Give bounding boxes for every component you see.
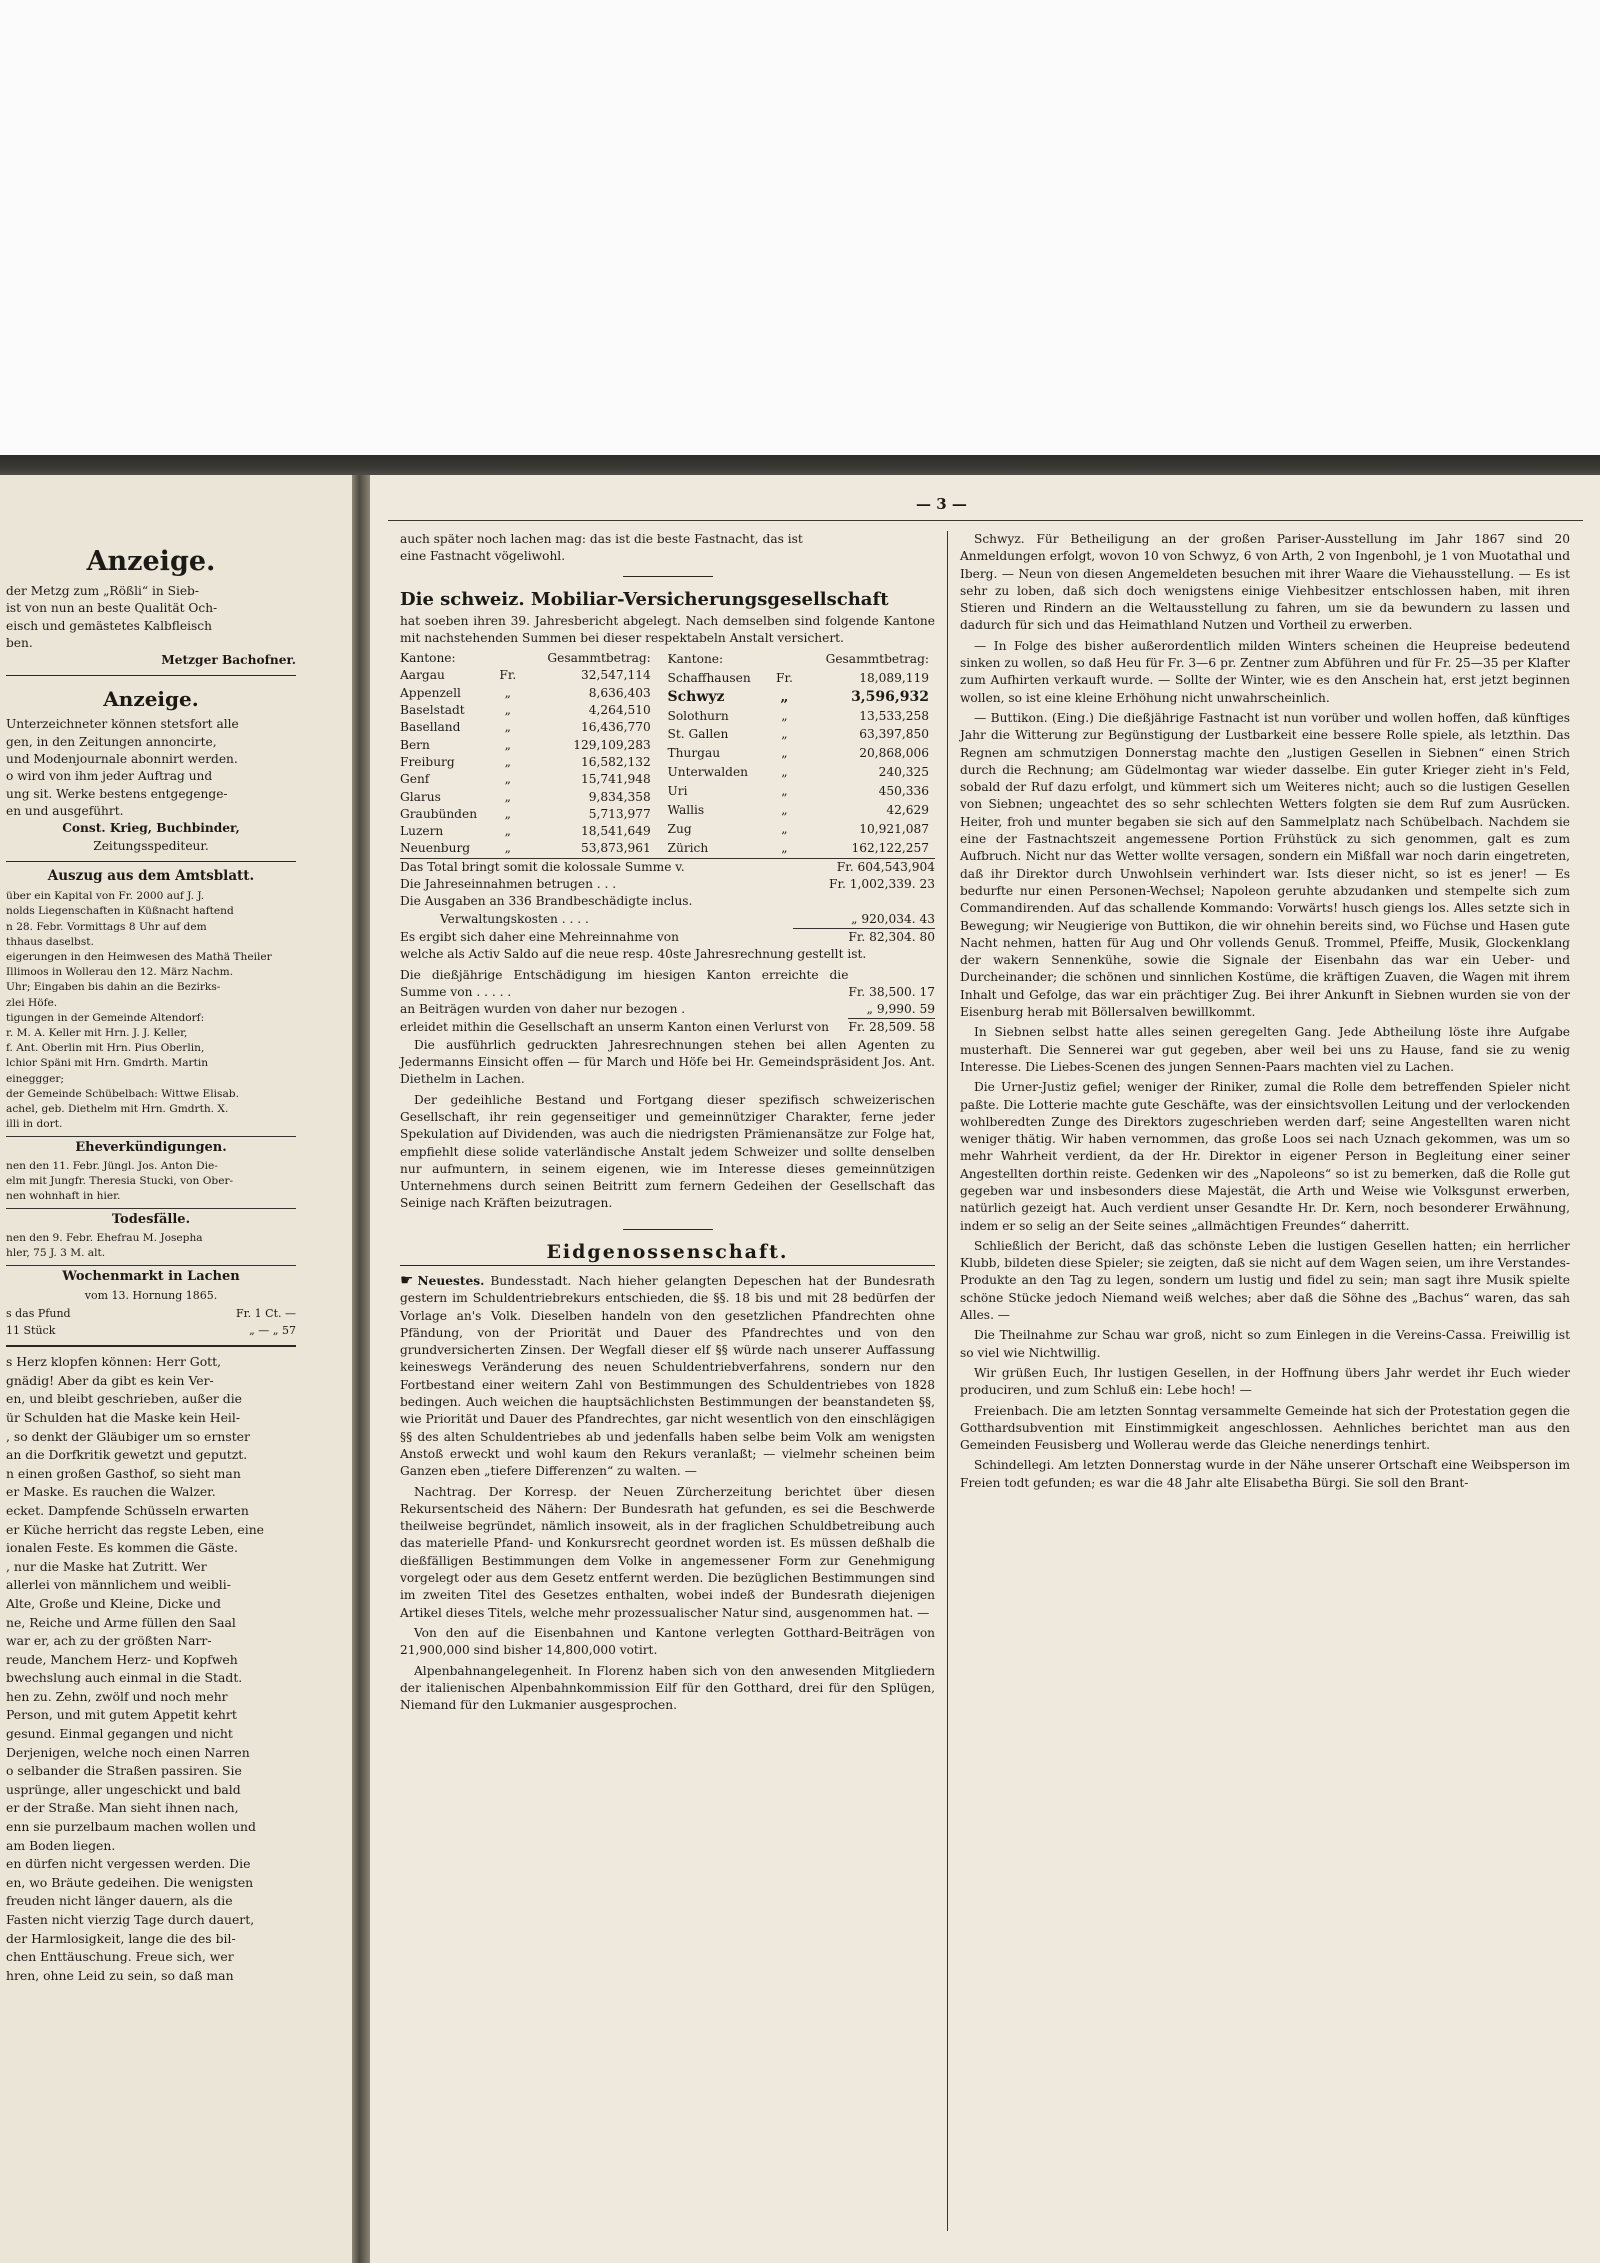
page-number: — 3 — — [916, 495, 967, 513]
insurance-intro: hat soeben ihren 39. Jahresbericht abgelegt. Nach demselben sind folgende Kantone mit nachstehenden Summen bei dieser respektabeln Anstalt versichert. — [400, 613, 935, 645]
sum-row — [400, 858, 935, 876]
amtsblatt-line: n 28. Febr. Vormittags 8 Uhr auf dem — [6, 920, 207, 933]
ehe-line: nen den 11. Febr. Jüngl. Jos. Anton Die- — [6, 1159, 218, 1172]
amtsblatt-line: Uhr; Eingaben bis dahin an die Bezirks- — [6, 981, 221, 994]
table-header-betrag: Gesammtbetrag: — [825, 651, 929, 666]
sum-row — [400, 893, 935, 910]
sum-amount: Fr. 1,002,339. 23 — [829, 877, 935, 892]
markt-row — [6, 1305, 296, 1322]
tod-body — [6, 1231, 296, 1261]
kanton-name: Zug — [667, 821, 692, 836]
kanton-name: Luzern — [400, 824, 444, 839]
sum-label: Die Jahreseinnahmen betrugen . . . — [400, 877, 617, 892]
ad2-body — [6, 716, 296, 820]
kanton-name: Zürich — [667, 840, 709, 855]
amtsblatt-line: Illimoos in Wollerau den 12. März Nachm. — [6, 966, 234, 979]
currency-mark: „ — [781, 783, 788, 798]
kanton-name: Wallis — [667, 802, 705, 817]
sum-row — [400, 911, 935, 929]
sum-label: Es ergibt sich daher eine Mehreinnahme von — [400, 929, 679, 944]
story-line: n einen großen Gasthof, so sieht man — [6, 1465, 241, 1481]
insurance-title: Die schweiz. Mobiliar-Versicherungsgesellschaft — [400, 588, 889, 610]
table-header-kanton: Kantone: — [400, 651, 456, 666]
story-line: Person, und mit gutem Appetit kehrt — [6, 1707, 237, 1723]
story-line: s Herz klopfen können: Herr Gott, — [6, 1354, 222, 1370]
divider — [6, 675, 296, 676]
column-2-paragraphs — [960, 531, 1570, 1492]
currency-mark: „ — [504, 806, 511, 821]
kanton-amount: 15,741,948 — [581, 772, 651, 787]
currency-mark: „ — [504, 772, 511, 787]
kanton-name: Aargau — [400, 668, 445, 683]
sum-amount: Fr. 604,543,904 — [836, 859, 935, 874]
divider — [623, 1229, 713, 1230]
table-row — [400, 702, 657, 719]
kanton-amount: 10,921,087 — [859, 821, 929, 836]
left-story-body — [6, 1353, 296, 1985]
kanton-name: Neuenburg — [400, 841, 471, 856]
ad-line: Unterzeichneter können stetsfort alle — [6, 717, 239, 732]
tod-line: hler, 75 J. 3 M. alt. — [6, 1246, 106, 1259]
kanton-amount: 63,397,850 — [859, 727, 929, 742]
sum-amount — [793, 893, 935, 910]
amtsblatt-line: lchior Späni mit Hrn. Gmdrth. Martin — [6, 1057, 209, 1070]
kanton-name: Freiburg — [400, 754, 455, 769]
currency-mark: „ — [781, 746, 788, 761]
column-2-paragraph: Die Urner-Justiz gefiel; weniger der Riniker, zumal die Rolle dem betreffenden Spieler nicht paßte. Die Lotterie machte gute Geschäfte, was der einsichtsvollen Leitung und der verlockenden wohlberedten Zunge des Direktors zugeschrieben werden darf; seine Angestellten waren nicht weniger thätig. Wir haben vernommen, das große Loos sei nach Uznach gekommen, was um so mehr Wahrheit verdient, da der Hr. Direktor in eigener Person in Begleitung einer seiner Angestellten dorthin reiste. Gedenken wir des „Napoleons“ so ist zu bemerken, daß die Rolle gut gegeben war und insbesonders diese Majestät, die Arth und Weise wie Volksgunst erwerben, natürlich gezeigt hat. Auch verdient unser Gesandte Hr. Dr. Kern, noch besonderer Erwähnung, indem er so selig an der Seite seines „allmächtigen Freundes“ daherritt. — [960, 1080, 1570, 1233]
column-2-paragraph: Schindellegi. Am letzten Donnerstag wurde in der Nähe unserer Ortschaft eine Weibsperson im Freien todt gefunden; es war die 48 Jahr alte Elisabetha Bürgi. Sie soll den Brant- — [960, 1458, 1570, 1490]
story-line: usprünge, aller ungeschickt und bald — [6, 1781, 241, 1797]
story-line: er Küche herricht das regste Leben, eine — [6, 1521, 265, 1537]
table-row — [400, 737, 657, 754]
kanton-amount: 42,629 — [886, 802, 929, 817]
currency-mark: „ — [504, 703, 511, 718]
sum-row — [400, 928, 935, 946]
sum-label: Verwaltungskosten . . . . — [440, 911, 589, 926]
story-line: hren, ohne Leid zu sein, so daß man — [6, 1967, 234, 1983]
kanton-amount: 8,636,403 — [588, 685, 651, 700]
kanton-name: St. Gallen — [667, 727, 729, 742]
insurance-paragraphs — [400, 1037, 935, 1213]
tod-line: nen den 9. Febr. Ehefrau M. Josepha — [6, 1231, 203, 1244]
kanton-name: Thurgau — [667, 746, 721, 761]
kanton-name: Baselstadt — [400, 703, 465, 718]
story-line: gesund. Einmal gegangen und nicht — [6, 1726, 233, 1742]
insurance-paragraph: Der gedeihliche Bestand und Fortgang dieser spezifisch schweizerischen Gesellschaft, ihr rein gegenseitiger und gemeinnütziger Charakter, ferne jeder Spekulation auf Dividenden, was auch die niedrigsten Prämienansätze zur Folge hat, empfiehlt diese solide vaterländische Anstalt jedem Schweizer und sollte denselben nur aufmuntern, in seinem eigenen, wie im Interesse dieses gemeinnützigen Unternehmens durch seinen Beitritt zum fernern Gedeihen der Gesellschaft das Seinige nach Kräften beizutragen. — [400, 1092, 935, 1211]
eidg-paragraphs — [400, 1272, 935, 1714]
markt-title: Wochenmarkt in Lachen — [6, 1265, 296, 1285]
verlust-label: erleidet mithin die Gesellschaft an unserm Kanton einen Verlurst von — [400, 1020, 830, 1035]
markt-row — [6, 1322, 296, 1339]
kanton-name: Solothurn — [667, 708, 729, 723]
currency-mark: Fr. — [499, 668, 517, 683]
ad-line: ist von nun an beste Qualität Och- — [6, 601, 218, 616]
story-line: ür Schulden hat die Maske kein Heil- — [6, 1409, 241, 1425]
currency-mark: „ — [781, 727, 788, 742]
story-line: Fasten nicht vierzig Tage durch dauert, — [6, 1912, 255, 1928]
story-line: Derjenigen, welche noch einen Narren — [6, 1744, 250, 1760]
insurance-table — [400, 650, 935, 858]
column-2-paragraph: — In Folge des bisher außerordentlich milden Winters scheinen die Heupreise bedeutend sinken zu wollen, so daß Heu für Fr. 3—6 pr. Zentner zum Abführen und für Fr. 25—35 per Klafter zum Aufhirten verkauft wurde. — Sollte der Winter, wie es den Anschein hat, erst jetzt beginnen wollen, so ist eine kleine Erhöhung nicht unwahrscheinlich. — [960, 638, 1570, 705]
kanton-name: Schaffhausen — [667, 670, 751, 685]
table-row — [400, 685, 657, 702]
entsch1-label: Die dießjährige Entschädigung im hiesigen Kanton erreichte die Summe von . . . . . — [400, 967, 849, 999]
eidg-paragraph-text: Bundesstadt. Nach hieher gelangten Depeschen hat der Bundesrath gestern im Schuldentriebrekurs entschieden, die §§. 18 bis und mit 28 bedürfen der Vorlage an's Volk. Dieselben handeln von den gesetzlichen Pfandrechten ohne Pfändung, von der Priorität und Dauer des Pfandrechtes und von den grundversicherten Zinsen. Der Wegfall dieser elf §§ würde nach unserer Auffassung keineswegs Veränderung des neuen Schuldentriebverfahrens, sondern nur den Fortbestand einer weitern Zahl von Bestimmungen des Schuldentriebes von 1828 bedingen. Auch weichen die hauptsächlichsten Bestimmungen der beanstandeten §§, wie Priorität und Dauer des Pfandrechtes, gar nicht wesentlich von den einschlägigen §§ des alten Schuldentriebes ab und jedenfalls haben selbe beim Volk am wenigsten Anstoß erweckt und wohl kaum den Rekurs veranlaßt; — vielmehr scheinen beim Ganzen eben „tiefere Differenzen“ zu walten. — — [400, 1273, 935, 1479]
ad-line: und Modenjournale abonnirt werden. — [6, 752, 238, 767]
amtsblatt-line: zlei Höfe. — [6, 996, 58, 1009]
amtsblatt-line: eigerungen in den Heimwesen des Mathä Theiler — [6, 950, 272, 963]
ad-line: ung sit. Werke bestens entgegenge- — [6, 786, 228, 801]
kanton-amount: 20,868,006 — [859, 746, 929, 761]
amtsblatt-line: illi in dort. — [6, 1118, 63, 1131]
amtsblatt-line: thhaus daselbst. — [6, 935, 94, 948]
markt-row2-right: „ — „ 57 — [249, 1323, 296, 1337]
eidg-title: Eidgenossenschaft. — [546, 1240, 789, 1263]
table-row — [400, 806, 657, 823]
story-line: , so denkt der Gläubiger um so ernster — [6, 1428, 250, 1444]
story-line: bwechslung auch einmal in die Stadt. — [6, 1670, 243, 1686]
right-page — [370, 475, 1600, 2263]
story-line: ecket. Dampfende Schüsseln erwarten — [6, 1502, 249, 1518]
table-row — [668, 782, 936, 801]
ad-line: en und ausgeführt. — [6, 803, 124, 818]
sum-row — [400, 876, 935, 893]
divider — [400, 1265, 935, 1266]
kanton-name: Graubünden — [400, 806, 478, 821]
currency-mark: „ — [781, 802, 788, 817]
kanton-name: Baselland — [400, 720, 461, 735]
amtsblatt-title: Auszug aus dem Amtsblatt. — [47, 867, 255, 884]
eidg-paragraph-text: Von den auf die Eisenbahnen und Kantone verlegten Gotthard-Beiträgen von 21,900,000 sind bisher 14,800,000 votirt. — [400, 1625, 935, 1658]
entsch2-label: an Beiträgen wurden von daher nur bezogen . — [400, 1002, 686, 1017]
ehe-title: Eheverkündigungen. — [6, 1136, 296, 1156]
insurance-sums — [400, 858, 935, 946]
column-2-paragraph: — Buttikon. (Eing.) Die dießjährige Fastnacht ist nun vorüber und wollen hoffen, daß künftiges Jahr die Witterung zur Begünstigung der Lustbarkeit eine bessere Rolle spiele, als letzthin. Das Regnen am schmutzigen Donnerstag machte den „lustigen Gesellen in Siebnen“ einen Strich durch die Rechnung; am Güdelmontag war wieder dasselbe. Ein guter Krieger zieht in's Feld, sobald der Ruf dazu erfolgt, und kümmert sich um Weiteres nicht; auch so die lustigen Gesellen von Siebnen; ungeachtet des so sehr schlechten Wetters folgten sie dem Ruf zum Ausrücken. Heiter, froh und munter begaben sie sich auf den Sammelplatz nach Schübelbach. Nachdem sie eine der Fastnachtszeit angemessene Portion Frühstück zu sich genommen, galt es zum Aufbruch. Nicht nur das Wetter wollte versagen, sondern ein Mißfall war noch darin eingetreten, daß ihr Direktor durch Unwohlsein verhindert war. Ists dieser nicht, so ist es jener! — Es bedurfte nur einen Personen-Wechsel; Napoleon geruhte abzudanken und stempelte sich zum Commandirenden. Auf das schallende Kommando: Vorwärts! husch giengs los. Alles setzte sich in Bewegung; wir Neugierige von Buttikon, die wir ohnehin bereits sind, wo Füchse und Hasen gute Nacht nehmen, hatten für Aug und Ohr vollends Genuß. Trommel, Pfeiffe, Musik, Glockenklang der wakern Sennenkühe, sowie die Signale der Eisenbahn das war ein Ueber- und Durcheinander; die schönen und sinnlichen Kostüme, die kräftigen Zuaven, die Wagen mit ihrem Inhalt und Gefolge, das war ein prächtiger Zug. Bei ihrer Ankunft in Siebnen wurden sie von der Eisenburg herab mit Böllersalven bewillkommt. — [960, 710, 1570, 1020]
intro-line: auch später noch lachen mag: das ist die beste Fastnacht, das ist — [400, 532, 803, 546]
amtsblatt-line: tigungen in der Gemeinde Altendorf: — [6, 1011, 205, 1024]
neuestes-label: Neuestes. — [417, 1273, 485, 1288]
ad-line: eisch und gemästetes Kalbfleisch — [6, 618, 212, 633]
table-row — [400, 789, 657, 806]
kanton-amount: 129,109,283 — [573, 737, 651, 752]
eidg-paragraph — [400, 1272, 935, 1481]
story-line: o selbander die Straßen passiren. Sie — [6, 1763, 242, 1779]
after-sum: welche als Activ Saldo auf die neue resp. 40ste Jahresrechnung gestellt ist. — [400, 947, 867, 962]
column-2-paragraph: Die Theilnahme zur Schau war groß, nicht so zum Einlegen in die Vereins-Cassa. Freiwillig ist so viel wie Nichtwillig. — [960, 1328, 1570, 1360]
table-row — [400, 840, 657, 857]
column-2-paragraph: Freienbach. Die am letzten Sonntag versammelte Gemeinde hat sich der Protestation gegen die Gotthardsubvention mit Einstimmigkeit angeschlossen. Aehnliches berichtet man aus den Gemeinden Feusisberg und Wollerau werde das Gleiche nenerdings tenhirt. — [960, 1403, 1570, 1453]
story-line: en, wo Bräute gedeihen. Die wenigsten — [6, 1874, 254, 1890]
markt-row2-left: 11 Stück — [6, 1323, 56, 1337]
amtsblatt-line: f. Ant. Oberlin mit Hrn. Pius Oberlin, — [6, 1042, 205, 1055]
insurance-paragraph: Die ausführlich gedruckten Jahresrechnungen stehen bei allen Agenten zu Jedermanns Einsicht offen — für March und Höfe bei Hr. Gemeindspräsident Jos. Ant. Diethelm in Lachen. — [400, 1037, 935, 1087]
insurance-table-right — [668, 650, 936, 858]
sum-amount: „ 920,034. 43 — [793, 911, 935, 929]
amtsblatt-line: der Gemeinde Schübelbach: Wittwe Elisab. — [6, 1087, 239, 1100]
currency-mark: „ — [504, 754, 511, 769]
kanton-amount: 450,336 — [878, 783, 929, 798]
ad-line: o wird von ihm jeder Auftrag und — [6, 769, 213, 784]
kanton-amount: 32,547,114 — [581, 668, 651, 683]
story-line: Alte, Große und Kleine, Dicke und — [6, 1595, 221, 1611]
tod-title: Todesfälle. — [6, 1208, 296, 1228]
kanton-amount: 13,533,258 — [859, 708, 929, 723]
column-separator — [947, 531, 948, 2231]
kanton-name: Genf — [400, 772, 430, 787]
kanton-name: Unterwalden — [667, 765, 749, 780]
story-line: enn sie purzelbaum machen wollen und — [6, 1819, 256, 1835]
markt-row1-right: Fr. 1 Ct. — — [235, 1306, 296, 1320]
page-gutter — [352, 475, 370, 2263]
table-row — [400, 823, 657, 840]
table-header-kanton: Kantone: — [667, 651, 724, 666]
ehe-line: elm mit Jungfr. Theresia Stucki, von Ober- — [6, 1174, 234, 1187]
table-row — [668, 801, 936, 820]
currency-mark: „ — [781, 708, 788, 723]
kanton-amount: 162,122,257 — [851, 840, 929, 855]
entsch1-amount: Fr. 38,500. 17 — [848, 984, 935, 999]
kanton-name: Uri — [667, 783, 688, 798]
story-line: ionalen Feste. Es kommen die Gäste. — [6, 1540, 238, 1556]
left-page — [0, 475, 352, 2263]
currency-mark: „ — [781, 840, 788, 855]
right-column-1 — [400, 531, 935, 1717]
header-rule — [388, 520, 1583, 521]
kanton-name: Glarus — [400, 789, 441, 804]
left-column — [6, 535, 296, 1985]
column-2-paragraph: In Siebnen selbst hatte alles seinen geregelten Gang. Jede Abtheilung löste ihre Aufgabe musterhaft. Die Sennerei war gut gegeben, aber weil bei uns zu Hause, fand sie zu wenig Interesse. Die Liebes-Scenen des jungen Sennen-Paars machten viel zu Lachen. — [960, 1025, 1570, 1074]
table-row — [400, 771, 657, 788]
currency-mark: „ — [504, 824, 511, 839]
ad-line: gen, in den Zeitungen annoncirte, — [6, 734, 217, 749]
ehe-body — [6, 1159, 296, 1205]
column-2-paragraph: Schließlich der Bericht, daß das schönste Leben die lustigen Gesellen hatten; ein herrlicher Klubb, bildeten diese Spieler; sie zeigten, daß sie nicht auf dem Wagen seien, um ihre Verstandes-Produkte an den Tag zu legen, sondern um lustig und fidel zu sein; man sagt ihre Musik spielte schöne Stücke jedoch Niemand weiß welches; aber daß die Söhne des „Bachus“ waren, das sah Alles. — — [960, 1238, 1570, 1323]
kanton-name: Bern — [400, 737, 430, 752]
story-line: gnädig! Aber da gibt es kein Ver- — [6, 1372, 214, 1388]
currency-mark: „ — [504, 685, 511, 700]
eidg-paragraph-text: Alpenbahnangelegenheit. In Florenz haben sich von den anwesenden Mitgliedern der italienischen Alpenbahnkommission Eilf für den Gotthard, drei für den Splügen, Niemand für den Lukmanier ausgesprochen. — [400, 1663, 935, 1713]
story-line: hen zu. Zehn, zwölf und noch mehr — [6, 1688, 228, 1704]
story-line: reude, Manchem Herz- und Kopfweh — [6, 1651, 238, 1667]
table-row — [668, 726, 936, 745]
table-row — [400, 754, 657, 771]
entsch2-amount: „ 9,990. 59 — [848, 1001, 935, 1019]
entschaedigung-table — [400, 967, 935, 1037]
right-column-2 — [960, 531, 1570, 1495]
table-row — [400, 719, 657, 736]
table-row — [668, 669, 936, 688]
currency-mark: „ — [781, 821, 788, 836]
intro-lines — [400, 531, 935, 566]
story-line: en, und bleibt geschrieben, außer die — [6, 1391, 243, 1407]
story-line: freuden nicht länger dauern, als die — [6, 1893, 233, 1909]
ad1-signature: Metzger Bachofner. — [161, 653, 296, 668]
currency-mark: Fr. — [776, 670, 793, 685]
sum-amount: Fr. 82,304. 80 — [848, 929, 935, 944]
ad-line: ben. — [6, 635, 33, 650]
kanton-amount: 18,541,649 — [581, 824, 651, 839]
currency-mark: „ — [781, 765, 788, 780]
kanton-amount: 9,834,358 — [588, 789, 651, 804]
ad2-signature-role: Zeitungsspediteur. — [93, 838, 209, 853]
ad1-title: Anzeige. — [86, 546, 216, 577]
kanton-name: Schwyz — [667, 688, 725, 705]
amtsblatt-line: nolds Liegenschaften in Küßnacht haftend — [6, 905, 234, 918]
amtsblatt-line: r. M. A. Keller mit Hrn. J. J. Keller, — [6, 1026, 188, 1039]
currency-mark: „ — [504, 841, 511, 856]
story-line: , nur die Maske hat Zutritt. Wer — [6, 1558, 207, 1574]
kanton-amount: 18,089,119 — [859, 670, 929, 685]
column-2-paragraph: Schwyz. Für Betheiligung an der großen Pariser-Ausstellung im Jahr 1867 sind 20 Anmeldungen erfolgt, wovon 10 von Schwyz, 6 von Arth, 2 von Ingenbohl, je 1 von Muotathal und Iberg. — Neun von diesen Angemeldeten besuchen mit ihrer Waare die Viehausstellung. — Es ist sehr zu loben, daß sich doch wenigstens einige Viehbesitzer entschlossen haben, mit ihren Stieren und Rindern an die Weltausstellung zu fahren, um sie da bewundern zu lassen und dadurch für sich und das Heimathland Nutzen und Vortheil zu erwerben. — [960, 532, 1570, 633]
intro-line: eine Fastnacht vögeliwohl. — [400, 549, 566, 564]
kanton-amount: 240,325 — [878, 765, 929, 780]
story-line: war er, ach zu der größten Narr- — [6, 1633, 212, 1649]
table-row — [668, 707, 936, 726]
story-line: en dürfen nicht vergessen werden. Die — [6, 1856, 251, 1872]
story-line: er der Straße. Man sieht ihnen nach, — [6, 1800, 239, 1816]
divider — [6, 1345, 296, 1347]
eidg-paragraph-text: Nachtrag. Der Korresp. der Neuen Zürcherzeitung berichtet über diesen Rekursentscheid des Nähern: Der Bundesrath hat gefunden, es sei die Beschwerde theilweise begründet, nämlich insoweit, als in der fraglichen Schuldbetreibung auch das materielle Pfand- und Konkursrecht geordnet worden ist. Es müssen deßhalb die dießfälligen Bestimmungen dem Volke in angemessener Form zur Genehmigung vorgelegt oder aus dem Gesetz entfernt werden. Die bezüglichen Bestimmungen sind im zweiten Titel des Gesetzes enthalten, wobei indeß der Bundesrath diejenigen Artikel dieses Titels, welche mehr prozessualischer Natur sind, ausgenommen hat. — — [400, 1484, 935, 1620]
table-header-betrag: Gesammtbetrag: — [547, 651, 651, 666]
currency-mark: „ — [504, 737, 511, 752]
eidg-paragraph — [400, 1625, 935, 1660]
table-row — [668, 839, 936, 858]
kanton-amount: 4,264,510 — [588, 703, 651, 718]
story-line: am Boden liegen. — [6, 1837, 116, 1853]
kanton-amount: 16,436,770 — [581, 720, 651, 735]
ad2-signature: Const. Krieg, Buchbinder, — [62, 821, 240, 836]
markt-subtitle: vom 13. Hornung 1865. — [84, 1289, 218, 1303]
story-line: der Harmlosigkeit, lange die des bil- — [6, 1930, 236, 1946]
story-line: ne, Reiche und Arme füllen den Saal — [6, 1614, 236, 1630]
divider — [623, 576, 713, 577]
kanton-name: Appenzell — [400, 685, 461, 700]
story-line: an die Dorfkritik gewetzt und geputzt. — [6, 1447, 248, 1463]
ad-line: der Metzg zum „Rößli“ in Sieb- — [6, 584, 199, 598]
amtsblatt-body — [6, 889, 296, 1132]
insurance-table-left — [400, 650, 657, 858]
sum-label: Das Total bringt somit die kolossale Summe v. — [400, 859, 685, 874]
verlust-amount: Fr. 28,509. 58 — [848, 1020, 935, 1035]
kanton-amount: 53,873,961 — [581, 841, 651, 856]
book-spine-edge — [0, 455, 1600, 477]
table-row — [668, 744, 936, 763]
table-row — [668, 820, 936, 839]
column-2-paragraph: Wir grüßen Euch, Ihr lustigen Gesellen, in der Hoffnung übers Jahr werdet ihr Euch wieder produciren, und zum Schluß ein: Lebe hoch! — — [960, 1365, 1570, 1398]
kanton-amount: 5,713,977 — [588, 806, 651, 821]
eidg-paragraph — [400, 1663, 935, 1715]
table-row — [668, 688, 936, 707]
markt-row1-left: s das Pfund — [6, 1306, 71, 1320]
amtsblatt-line: eineggger; — [6, 1072, 64, 1085]
amtsblatt-line: über ein Kapital von Fr. 2000 auf J. J. — [6, 890, 205, 903]
currency-mark: „ — [504, 720, 511, 735]
kanton-amount: 3,596,932 — [851, 688, 929, 705]
story-line: er Maske. Es rauchen die Walzer. — [6, 1484, 216, 1500]
table-row — [668, 763, 936, 782]
story-line: chen Enttäuschung. Freue sich, wer — [6, 1949, 234, 1965]
story-line: allerlei von männlichem und weibli- — [6, 1577, 231, 1593]
currency-mark: „ — [504, 789, 511, 804]
pointing-hand-icon: ☛ — [400, 1270, 414, 1289]
currency-mark: „ — [780, 688, 789, 705]
ad1-body — [6, 583, 296, 652]
amtsblatt-line: achel, geb. Diethelm mit Hrn. Gmdrth. X. — [6, 1103, 229, 1115]
ehe-line: nen wohnhaft in hier. — [6, 1190, 121, 1203]
table-row — [400, 667, 657, 684]
sum-label: Die Ausgaben an 336 Brandbeschädigte inclus. — [400, 894, 693, 909]
eidg-paragraph — [400, 1484, 935, 1622]
scan-background — [0, 0, 1600, 460]
kanton-amount: 16,582,132 — [581, 754, 651, 769]
ad2-title: Anzeige. — [103, 687, 199, 712]
divider — [6, 861, 296, 862]
